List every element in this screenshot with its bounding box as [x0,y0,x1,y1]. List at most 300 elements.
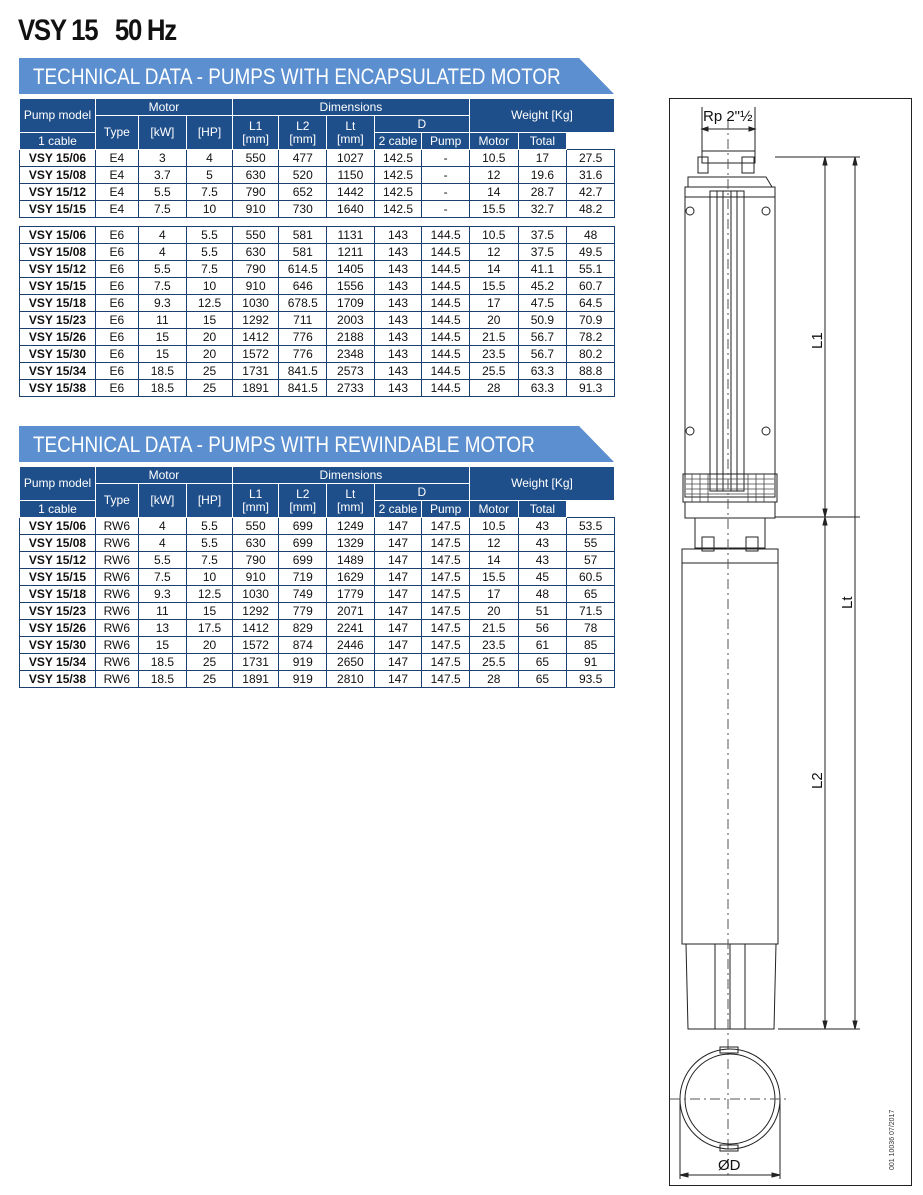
pump-model-cell: VSY 15/15 [20,278,96,295]
table-cell: 1442 [327,184,375,201]
table-cell: 147 [374,535,422,552]
table-cell: 50.9 [518,312,567,329]
table-cell: 147.5 [422,518,470,535]
header-l2-unit: [mm] [289,131,317,146]
table-cell: 65 [567,586,615,603]
table-cell: 143 [374,380,422,397]
table-cell: 45.2 [518,278,567,295]
table-cell: 711 [279,312,327,329]
table-row [20,535,615,552]
table-cell: 48 [567,227,615,244]
table-cell: - [422,184,470,201]
table-cell: E6 [96,295,139,312]
table-cell: 21.5 [469,329,518,346]
table-cell: 1329 [327,535,375,552]
table-cell: 12.5 [187,295,233,312]
table-cell: 142.5 [374,201,422,218]
table-cell: 20 [187,637,233,654]
table-cell: 1731 [232,363,279,380]
table-cell: 23.5 [469,637,518,654]
table-cell: RW6 [96,569,139,586]
table-cell: 4 [138,518,187,535]
rp-arrow-right [749,127,755,131]
table-cell: 4 [138,227,187,244]
table-cell: 18.5 [138,380,187,397]
pump-model-cell: VSY 15/18 [20,586,96,603]
table-cell: 56.7 [518,329,567,346]
table-cell: 25.5 [469,363,518,380]
table-row [20,569,615,586]
pump-model-cell: VSY 15/15 [20,201,96,218]
table-cell: 142.5 [374,184,422,201]
table-cell: 21.5 [469,620,518,637]
pump-dimension-drawing [669,98,912,1186]
table-cell: RW6 [96,620,139,637]
header-d: D [374,116,469,133]
table-cell: 80.2 [567,346,615,363]
table-cell: 71.5 [567,603,615,620]
table-cell: 147 [374,586,422,603]
table-cell: 143 [374,278,422,295]
motor-base [686,944,776,1029]
table-body [20,150,615,397]
table-cell: 147.5 [422,586,470,603]
table-cell: 1640 [327,201,375,218]
table-cell: 55.1 [567,261,615,278]
table-cell: 61 [518,637,567,654]
table-cell: 14 [469,261,518,278]
table-cell: 550 [232,150,279,167]
table-cell: 678.5 [279,295,327,312]
table-cell: 144.5 [422,312,470,329]
table-cell: 147.5 [422,620,470,637]
page-title: VSY 15 50 Hz [18,14,176,47]
table-cell: 15 [187,312,233,329]
table-cell: 2071 [327,603,375,620]
table-cell: E4 [96,150,139,167]
table-cell: 15 [138,637,187,654]
bolt-left-top [686,207,694,215]
table-cell: 15.5 [469,201,518,218]
table-cell: 1731 [232,654,279,671]
table-cell: 37.5 [518,244,567,261]
table-cell: 60.5 [567,569,615,586]
table-cell: 147 [374,552,422,569]
table-row [20,346,615,363]
header-weight-motor: Motor [469,501,518,518]
table-cell: 147 [374,620,422,637]
table-cell: 2241 [327,620,375,637]
table-cell: 776 [279,329,327,346]
pump-model-cell: VSY 15/23 [20,312,96,329]
table-cell: 147.5 [422,569,470,586]
table-cell: 32.7 [518,201,567,218]
table-cell: 7.5 [138,201,187,218]
table-row [20,603,615,620]
table-cell: 20 [469,603,518,620]
table-cell: 70.9 [567,312,615,329]
table-row [20,518,615,535]
table-cell: 2650 [327,654,375,671]
table-cell: 19.6 [518,167,567,184]
table-cell: RW6 [96,654,139,671]
table-cell: E6 [96,380,139,397]
header-kw: [kW] [138,116,187,150]
table-cell: RW6 [96,586,139,603]
table-cell: 10.5 [469,518,518,535]
table-cell: 910 [232,201,279,218]
section-title-encapsulated: TECHNICAL DATA - PUMPS WITH ENCAPSULATED MOTOR [33,64,561,89]
table-cell: 43 [518,552,567,569]
table-cell: 144.5 [422,227,470,244]
table-cell: 18.5 [138,654,187,671]
lt-arrow-bottom [853,1021,857,1029]
table-cell: 25 [187,363,233,380]
table-cell: 1292 [232,312,279,329]
table-cell: 1709 [327,295,375,312]
table-cell: 3.7 [138,167,187,184]
table-cell: 17.5 [187,620,233,637]
table-cell: 147 [374,603,422,620]
header-l1-label: L1 [248,118,263,133]
header-kw: [kW] [138,484,187,518]
table-cell: 10 [187,278,233,295]
table-cell: 1030 [232,586,279,603]
suction-strainer [683,474,777,502]
pump-model-cell: VSY 15/38 [20,380,96,397]
table-cell: 47.5 [518,295,567,312]
table-cell: 143 [374,227,422,244]
pump-model-cell: VSY 15/34 [20,654,96,671]
l1-label: L1 [809,332,826,349]
table-cell: 18.5 [138,363,187,380]
table-cell: E6 [96,227,139,244]
table-cell: 7.5 [187,261,233,278]
table-cell: 63.3 [518,380,567,397]
table-cell: 143 [374,312,422,329]
table-cell: 1405 [327,261,375,278]
table-cell: 53.5 [567,518,615,535]
table-cell: 147 [374,518,422,535]
table-cell: 41.1 [518,261,567,278]
table-cell: 790 [232,184,279,201]
table-cell: 790 [232,552,279,569]
table-row [20,329,615,346]
table-cell: 776 [279,346,327,363]
table-cell: 5.5 [187,535,233,552]
table-cell: 3 [138,150,187,167]
table-cell: 144.5 [422,346,470,363]
header-2-cable: 2 cable [374,501,422,518]
table-cell: 144.5 [422,329,470,346]
table-cell: 699 [279,552,327,569]
pump-model-cell: VSY 15/06 [20,150,96,167]
table-cell: 43 [518,518,567,535]
table-cell: 614.5 [279,261,327,278]
table-cell: 1412 [232,329,279,346]
table-cell: 7.5 [138,278,187,295]
table-cell: 78 [567,620,615,637]
table-row [20,620,615,637]
lt-arrow-top [853,157,857,165]
table-row [20,654,615,671]
table-cell: 144.5 [422,380,470,397]
table-cell: RW6 [96,671,139,688]
table-cell: 20 [187,329,233,346]
table-cell: 15.5 [469,278,518,295]
table-cell: 790 [232,261,279,278]
table-cell: E6 [96,363,139,380]
table-cell: 11 [138,312,187,329]
encapsulated-motor-table [19,98,615,397]
table-row [20,227,615,244]
group-separator [20,218,615,227]
table-cell: RW6 [96,535,139,552]
table-cell: 9.3 [138,295,187,312]
table-row [20,278,615,295]
l1-arrow-bottom [823,509,827,517]
pump-head-collar [685,187,775,197]
table-cell: 4 [138,535,187,552]
table-cell: 1249 [327,518,375,535]
table-row [20,586,615,603]
pump-model-cell: VSY 15/12 [20,552,96,569]
table-cell: 65 [518,654,567,671]
header-l1-label: L1 [248,486,263,501]
table-cell: E6 [96,329,139,346]
table-cell: 2810 [327,671,375,688]
table-cell: 144.5 [422,295,470,312]
table-cell: 520 [279,167,327,184]
table-cell: 630 [232,535,279,552]
table-cell: 78.2 [567,329,615,346]
table-row [20,552,615,569]
table-cell: E4 [96,184,139,201]
table-cell: 5 [187,167,233,184]
pump-model-cell: VSY 15/34 [20,363,96,380]
table-cell: 730 [279,201,327,218]
table-cell: 2573 [327,363,375,380]
header-lt [327,484,375,518]
table-cell: RW6 [96,603,139,620]
table-cell: 13 [138,620,187,637]
table-cell: 1629 [327,569,375,586]
table-cell: 652 [279,184,327,201]
table-cell: 10 [187,201,233,218]
header-weight-pump: Pump [422,133,470,150]
table-row [20,150,615,167]
table-cell: 7.5 [187,184,233,201]
pump-model-cell: VSY 15/18 [20,295,96,312]
table-cell: 829 [279,620,327,637]
table-cell: 143 [374,244,422,261]
table-cell: E4 [96,167,139,184]
table-cell: 23.5 [469,346,518,363]
header-weight-total: Total [518,501,567,518]
header-dimensions: Dimensions [232,99,469,116]
table-cell: 550 [232,227,279,244]
header-lt-unit: [mm] [337,131,364,146]
table-cell: - [422,167,470,184]
l1-arrow-top [823,157,827,165]
table-cell: 143 [374,363,422,380]
table-cell: 25.5 [469,654,518,671]
header-weight-total: Total [518,133,567,150]
header-motor: Motor [96,467,233,484]
table-cell: 581 [279,244,327,261]
table-cell: 144.5 [422,244,470,261]
table-cell: 719 [279,569,327,586]
header-d: D [374,484,469,501]
table-cell: 88.8 [567,363,615,380]
table-cell: 93.5 [567,671,615,688]
table-cell: 85 [567,637,615,654]
pump-model-cell: VSY 15/08 [20,535,96,552]
table-cell: 147 [374,654,422,671]
table-cell: 48.2 [567,201,615,218]
table-cell: 49.5 [567,244,615,261]
table-cell: 91 [567,654,615,671]
table-cell: 15 [138,329,187,346]
bolt-right-top [762,207,770,215]
table-cell: 1556 [327,278,375,295]
table-cell: 51 [518,603,567,620]
table-cell: 15.5 [469,569,518,586]
table-row [20,244,615,261]
header-1-cable: 1 cable [20,501,96,518]
table-cell: 2733 [327,380,375,397]
table-cell: 147.5 [422,535,470,552]
table-cell: 147 [374,671,422,688]
table-cell: 1891 [232,671,279,688]
table-cell: 779 [279,603,327,620]
table-cell: E6 [96,312,139,329]
table-cell: 20 [187,346,233,363]
pump-model-cell: VSY 15/08 [20,244,96,261]
table-cell: 919 [279,671,327,688]
table-cell: 17 [469,586,518,603]
table-row [20,380,615,397]
table-cell: 1489 [327,552,375,569]
table-cell: 27.5 [567,150,615,167]
pump-drawing-svg [670,99,913,1187]
header-pump-model: Pump model [20,99,96,133]
table-cell: 17 [469,295,518,312]
pump-model-cell: VSY 15/15 [20,569,96,586]
table-cell: E6 [96,244,139,261]
table-cell: 14 [469,552,518,569]
table-row [20,201,615,218]
table-cell: 5.5 [138,184,187,201]
table-cell: 581 [279,227,327,244]
header-dimensions: Dimensions [232,467,469,484]
table-cell: 2003 [327,312,375,329]
table-cell: 14 [469,184,518,201]
table-cell: 4 [187,150,233,167]
pump-model-cell: VSY 15/12 [20,184,96,201]
table-cell: 1572 [232,637,279,654]
table-cell: 60.7 [567,278,615,295]
table-cell: 1891 [232,380,279,397]
l2-arrow-bottom [823,1021,827,1029]
header-l1 [232,484,279,518]
table-cell: 5.5 [187,518,233,535]
table-cell: 1150 [327,167,375,184]
pump-model-cell: VSY 15/23 [20,603,96,620]
table-cell: 55 [567,535,615,552]
table-cell: 10.5 [469,150,518,167]
table-cell: 5.5 [187,227,233,244]
pump-model-cell: VSY 15/06 [20,227,96,244]
document-code: 001 10036 07/2017 [889,1109,896,1170]
table-row [20,295,615,312]
table-cell: 147 [374,569,422,586]
section-title-rewindable: TECHNICAL DATA - PUMPS WITH REWINDABLE MOTOR [33,432,535,457]
table-cell: 63.3 [518,363,567,380]
pump-body [685,197,775,497]
table-cell: 144.5 [422,278,470,295]
table-cell: 143 [374,261,422,278]
header-l1 [232,116,279,150]
table-cell: 57 [567,552,615,569]
table-cell: 25 [187,654,233,671]
header-l1-unit: [mm] [242,131,269,146]
outlet-lug-left [698,157,708,173]
table-cell: 699 [279,518,327,535]
header-l2 [279,116,327,150]
header-type: Type [96,116,139,150]
table-cell: 17 [518,150,567,167]
table-cell: 1027 [327,150,375,167]
table-cell: 147.5 [422,552,470,569]
table-cell: 841.5 [279,363,327,380]
table-cell: 919 [279,654,327,671]
table-cell: 910 [232,278,279,295]
table-cell: RW6 [96,518,139,535]
outlet-lug-right [742,157,754,173]
table-cell: 142.5 [374,150,422,167]
table-cell: 550 [232,518,279,535]
table-cell: 1779 [327,586,375,603]
lt-label: Lt [839,596,856,609]
table-cell: 28 [469,380,518,397]
header-pump-model: Pump model [20,467,96,501]
header-lt-label: Lt [345,118,356,133]
table-cell: 11 [138,603,187,620]
table-row [20,261,615,278]
table-cell: RW6 [96,637,139,654]
table-cell: E4 [96,201,139,218]
table-cell: 20 [469,312,518,329]
table-cell: 12 [469,167,518,184]
table-cell: 5.5 [138,552,187,569]
rewindable-motor-table [19,466,615,688]
table-row [20,637,615,654]
table-cell: 144.5 [422,363,470,380]
table-row [20,184,615,201]
table-cell: 25 [187,380,233,397]
table-cell: 31.6 [567,167,615,184]
pump-model-cell: VSY 15/08 [20,167,96,184]
table-cell: E6 [96,261,139,278]
table-cell: 48 [518,586,567,603]
table-cell: 841.5 [279,380,327,397]
header-1-cable: 1 cable [20,133,96,150]
strainer-mesh [686,474,774,502]
table-cell: 147.5 [422,603,470,620]
table-cell: - [422,201,470,218]
table-cell: 147.5 [422,654,470,671]
